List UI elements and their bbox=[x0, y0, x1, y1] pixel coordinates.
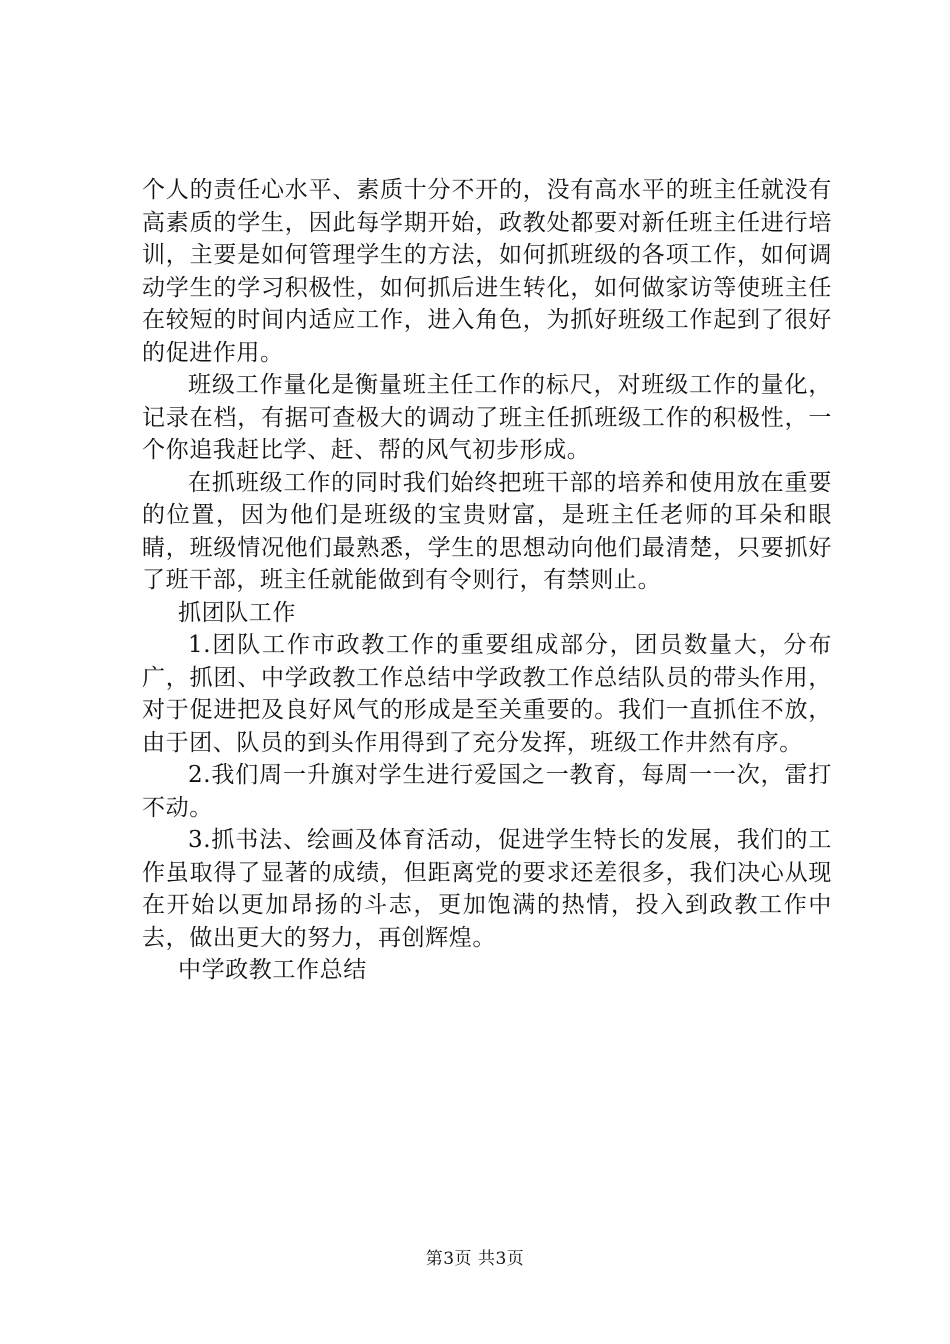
document-body bbox=[142, 174, 832, 987]
page-number-footer: 第3页 共3页 bbox=[425, 1249, 525, 1269]
paragraph-item-1: 1.团队工作市政教工作的重要组成部分，团员数量大，分布广，抓团、中学政教工作总结中学政教工作总结队员的带头作用，对于促进把及良好风气的形成是至关重要的。我们一直抓住不放，由于团、队员的到头作用得到了充分发挥，班级工作井然有序。 bbox=[142, 632, 832, 756]
paragraph-item-2: 2.我们周一升旗对学生进行爱国之一教育，每周一一次，雷打不动。 bbox=[142, 762, 832, 821]
paragraph-class-cadres: 在抓班级工作的同时我们始终把班干部的培养和使用放在重要的位置，因为他们是班级的宝贵财富，是班主任老师的耳朵和眼睛，班级情况他们最熟悉，学生的思想动向他们最清楚，只要抓好了班干部，班主任就能做到有令则行，有禁则止。 bbox=[142, 469, 832, 593]
closing-title: 中学政教工作总结 bbox=[178, 957, 367, 983]
paragraph-class-quantification: 班级工作量化是衡量班主任工作的标尺，对班级工作的量化，记录在档，有据可查极大的调动了班主任抓班级工作的积极性，一个你追我赶比学、赶、帮的风气初步形成。 bbox=[142, 372, 832, 463]
section-heading-team-work: 抓团队工作 bbox=[178, 599, 296, 626]
paragraph-responsibility: 个人的责任心水平、素质十分不开的，没有高水平的班主任就没有高素质的学生，因此每学期开始，政教处都要对新任班主任进行培训，主要是如何管理学生的方法，如何抓班级的各项工作，如何调动学生的学习积极性，如何抓后进生转化，如何做家访等使班主任在较短的时间内适应工作，进入角色，为抓好班级工作起到了很好的促进作用。 bbox=[142, 177, 832, 366]
paragraph-item-3: 3.抓书法、绘画及体育活动，促进学生特长的发展，我们的工作虽取得了显著的成绩，但距离党的要求还差很多，我们决心从现在开始以更加昂扬的斗志，更加饱满的热情，投入到政教工作中去，做出更大的努力，再创辉煌。 bbox=[142, 827, 832, 951]
